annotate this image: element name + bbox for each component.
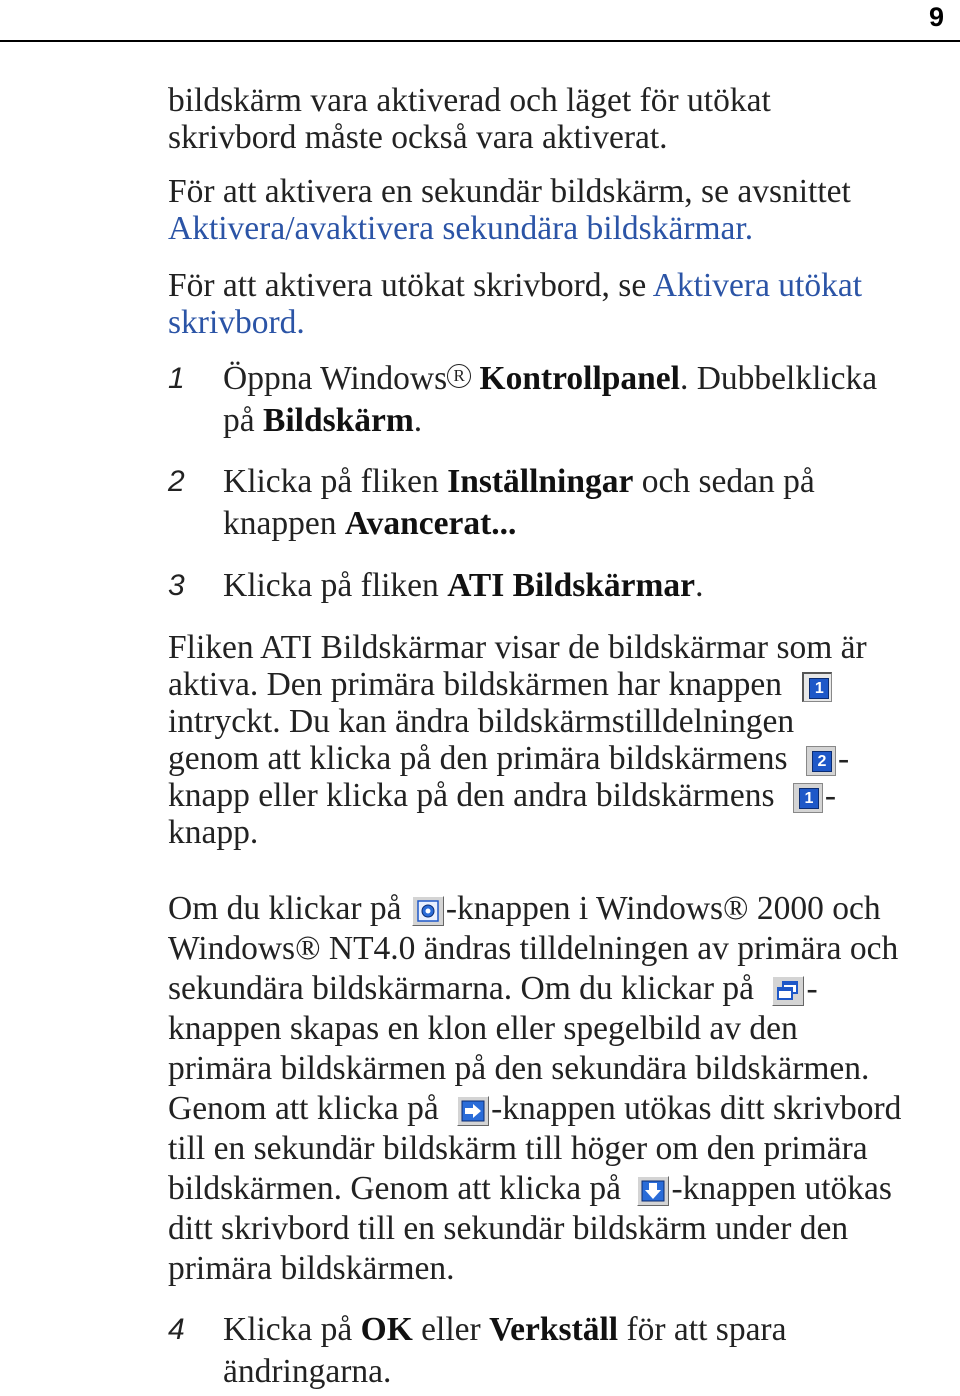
button-number: 2 bbox=[812, 751, 832, 772]
secondary-paragraph bbox=[168, 173, 851, 247]
paragraph-line: knapp eller klicka på den andra bildskärmens bbox=[168, 777, 775, 814]
swap-monitor-button[interactable] bbox=[412, 896, 444, 926]
step-text: Klicka på fliken bbox=[223, 463, 439, 500]
step-text: Klicka på bbox=[223, 1311, 353, 1348]
step-text: Öppna Windows bbox=[223, 360, 448, 397]
step-number: 2 bbox=[168, 465, 185, 498]
paragraph-line: Genom att klicka på bbox=[168, 1090, 439, 1127]
extend-down-button[interactable] bbox=[637, 1176, 669, 1206]
step-text: . Dubbelklicka bbox=[679, 360, 878, 397]
paragraph-line: sekundära bildskärmarna. Om du klickar på bbox=[168, 970, 755, 1007]
swap-monitor-icon bbox=[416, 900, 440, 922]
paragraph-line: - bbox=[824, 777, 837, 814]
extended-paragraph bbox=[168, 267, 862, 341]
paragraph-line: knapp. bbox=[168, 814, 259, 851]
paragraph-line: intryckt. Du kan ändra bildskärmstilldelningen bbox=[168, 703, 795, 740]
display-label: Bildskärm bbox=[263, 402, 414, 439]
step-text: på bbox=[223, 402, 255, 439]
extend-right-button[interactable] bbox=[457, 1096, 489, 1126]
clone-monitor-button[interactable] bbox=[772, 976, 804, 1006]
paragraph-line: primära bildskärmen. bbox=[168, 1250, 455, 1287]
extended-text: För att aktivera utökat skrivbord, se bbox=[168, 267, 647, 304]
intro-paragraph bbox=[168, 82, 771, 156]
step-text: . bbox=[695, 567, 704, 604]
extend-right-icon bbox=[461, 1100, 485, 1122]
paragraph-line: genom att klicka på den primära bildskärmens bbox=[168, 740, 788, 777]
ok-label: OK bbox=[360, 1311, 413, 1348]
intro-line: skrivbord måste också vara aktiverat. bbox=[168, 119, 668, 156]
step-number: 4 bbox=[168, 1313, 185, 1346]
paragraph-line: Fliken ATI Bildskärmar visar de bildskärmar som är bbox=[168, 629, 867, 666]
monitor-1-button[interactable] bbox=[802, 672, 832, 702]
paragraph-line: ditt skrivbord till en sekundär bildskärm under den bbox=[168, 1210, 849, 1247]
paragraph-line: till en sekundär bildskärm till höger om den primära bbox=[168, 1130, 868, 1167]
ati-tab-label: ATI Bildskärmar bbox=[447, 567, 696, 604]
page-number: 9 bbox=[928, 2, 944, 32]
settings-tab-label: Inställningar bbox=[447, 463, 634, 500]
header-rule bbox=[0, 40, 960, 42]
ati-tab-paragraph bbox=[168, 629, 867, 851]
monitor-1-button[interactable] bbox=[793, 783, 823, 813]
step-text: . bbox=[413, 402, 423, 439]
advanced-button-label: Avancerat... bbox=[344, 505, 517, 542]
step-text: för att spara bbox=[626, 1311, 787, 1348]
button-number: 1 bbox=[799, 788, 819, 809]
step-number: 3 bbox=[168, 569, 185, 602]
button-number: 1 bbox=[809, 678, 829, 699]
paragraph-line: bildskärmen. Genom att klicka på bbox=[168, 1170, 622, 1207]
step-number: 1 bbox=[168, 362, 185, 395]
paragraph-line: Windows® NT4.0 ändras tilldelningen av primära och bbox=[168, 930, 899, 967]
step-text: ändringarna. bbox=[223, 1353, 392, 1390]
secondary-text: För att aktivera en sekundär bildskärm, se avsnittet bbox=[168, 173, 851, 210]
clone-monitor-icon bbox=[776, 980, 800, 1002]
paragraph-line: -knappen i Windows® 2000 och bbox=[445, 890, 881, 927]
step-text: knappen bbox=[223, 505, 337, 542]
extended-link-cont[interactable]: skrivbord. bbox=[168, 304, 305, 341]
step-text: Klicka på fliken bbox=[223, 567, 439, 604]
step-text: eller bbox=[421, 1311, 481, 1348]
paragraph-line: knappen skapas en klon eller spegelbild av den bbox=[168, 1010, 798, 1047]
extended-link[interactable]: Aktivera utökat bbox=[652, 267, 863, 304]
paragraph-line: - bbox=[837, 740, 850, 777]
apply-label: Verkställ bbox=[489, 1311, 619, 1348]
extend-down-icon bbox=[641, 1180, 665, 1202]
step-text: och sedan på bbox=[641, 463, 815, 500]
monitor-2-button[interactable] bbox=[806, 746, 836, 776]
control-panel-label: Kontrollpanel bbox=[479, 360, 680, 397]
paragraph-line: aktiva. Den primära bildskärmen har knappen bbox=[168, 666, 782, 703]
secondary-link[interactable]: Aktivera/avaktivera sekundära bildskärmar. bbox=[168, 210, 754, 247]
paragraph-line: -knappen utökas ditt skrivbord bbox=[491, 1090, 902, 1127]
paragraph-line: - bbox=[806, 970, 818, 1007]
intro-line: bildskärm vara aktiverad och läget för utökat bbox=[168, 82, 771, 119]
buttons-paragraph bbox=[168, 889, 901, 1289]
paragraph-line: -knappen utökas bbox=[671, 1170, 892, 1207]
paragraph-line: Om du klickar på bbox=[168, 890, 402, 927]
registered-mark: R bbox=[447, 361, 471, 387]
paragraph-line: primära bildskärmen på den sekundära bildskärmen. bbox=[168, 1050, 870, 1087]
